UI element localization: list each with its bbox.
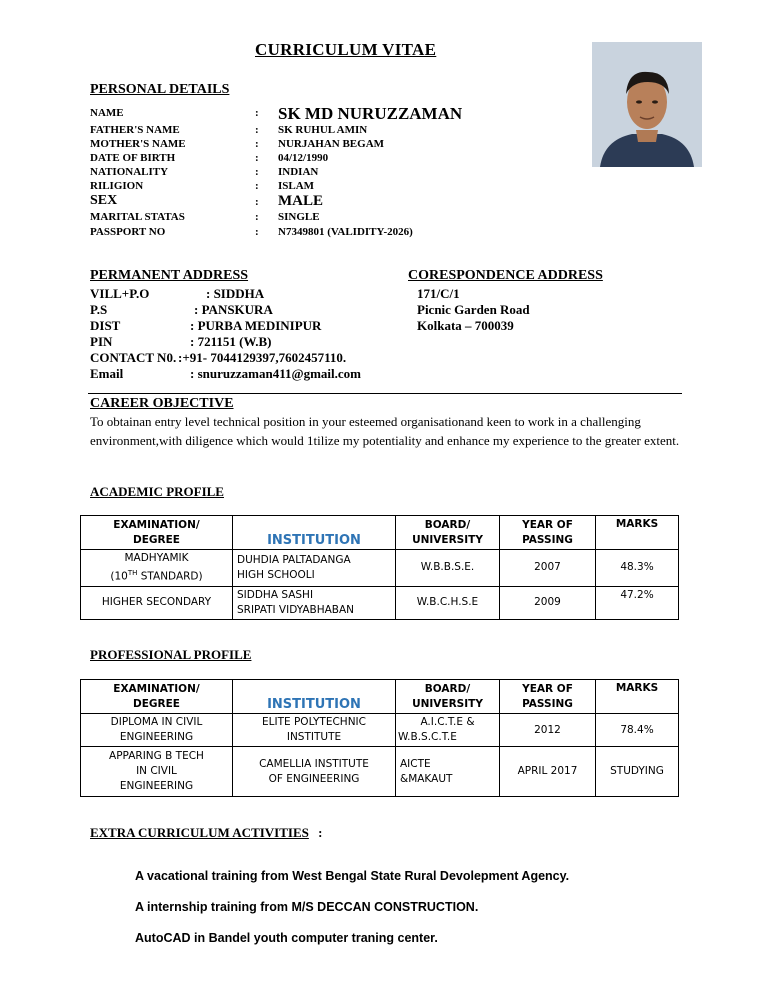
extra-curriculum-heading: EXTRA CURRICULUM ACTIVITIES [90,825,309,840]
contact-row: CONTACT N0. :+91- 7044129397,7602457110. [90,350,347,365]
cell-marks: 48.3% [596,550,679,587]
header-exam: EXAMINATION/ DEGREE [81,680,233,714]
cell-board: AICTE &MAKAUT [396,747,500,797]
page-title: CURRICULUM VITAE [255,40,437,59]
cell-exam: DIPLOMA IN CIVIL ENGINEERING [81,714,233,747]
header-institution: INSTITUTION [233,516,396,550]
cell-board: A.I.C.T.E & W.B.S.C.T.E [396,714,500,747]
cell-board: W.B.B.S.E. [396,550,500,587]
correspondence-line: 171/C/1 [417,286,460,301]
extra-activity-item: A vacational training from West Bengal State Rural Devolepment Agency. [135,869,570,883]
cell-marks: 47.2% [596,586,679,619]
cell-year: 2007 [500,550,596,587]
cell-board: W.B.C.H.S.E [396,586,500,619]
person-photo-icon [592,42,702,167]
header-exam: EXAMINATION/ DEGREE [81,516,233,550]
cell-marks: 78.4% [596,714,679,747]
cell-exam: MADHYAMIK (10TH STANDARD) [81,550,233,587]
cell-institution: DUHDIA PALTADANGA HIGH SCHOOLI [233,550,396,587]
professional-table [80,679,679,797]
cell-institution: SIDDHA SASHI SRIPATI VIDYABHABAN [233,586,396,619]
professional-profile-heading: PROFESSIONAL PROFILE [90,647,252,662]
cell-exam: APPARING B TECH IN CIVIL ENGINEERING [81,747,233,797]
correspondence-line: Kolkata – 700039 [417,318,514,333]
address-row: VILL+P.O : SIDDHA [90,286,265,301]
correspondence-address-heading: CORESPONDENCE ADDRESS [408,268,603,283]
extra-activity-item: A internship training from M/S DECCAN CONSTRUCTION. [135,900,479,914]
cell-exam: HIGHER SECONDARY [81,586,233,619]
address-row: PIN : 721151 (W.B) [90,334,272,349]
header-board: BOARD/ UNIVERSITY [396,516,500,550]
header-marks: MARKS [596,516,679,550]
table-header-row [81,680,679,714]
career-objective-heading: CAREER OBJECTIVE [90,396,234,411]
personal-details-heading: PERSONAL DETAILS [90,82,230,97]
permanent-address-heading: PERMANENT ADDRESS [90,268,249,283]
header-institution: INSTITUTION [233,680,396,714]
cell-institution: ELITE POLYTECHNIC INSTITUTE [233,714,396,747]
cell-year: APRIL 2017 [500,747,596,797]
cell-marks: STUDYING [596,747,679,797]
career-objective-text: To obtainan entry level technical position in your esteemed organisationand keen to work in a challenging environment,with diligence which would 1tilize my potentiality and enhance my experience to the greater extent. [90,414,680,448]
academic-profile-heading: ACADEMIC PROFILE [90,484,224,499]
table-row [81,714,679,747]
cell-institution: CAMELLIA INSTITUTE OF ENGINEERING [233,747,396,797]
table-header-row [81,516,679,550]
cell-year: 2012 [500,714,596,747]
table-row [81,747,679,797]
divider [88,393,682,394]
extra-activity-item: AutoCAD in Bandel youth computer traning center. [135,931,438,945]
address-row: DIST : PURBA MEDINIPUR [90,318,322,333]
header-year: YEAR OF PASSING [500,680,596,714]
correspondence-line: Picnic Garden Road [417,302,530,317]
header-marks: MARKS [596,680,679,714]
table-row [81,586,679,619]
email-row: Email : snuruzzaman411@gmail.com [90,366,361,381]
cell-year: 2009 [500,586,596,619]
extra-curriculum-heading-row: EXTRA CURRICULUM ACTIVITIES : [90,825,323,840]
header-board: BOARD/ UNIVERSITY [396,680,500,714]
academic-table [80,515,679,620]
header-year: YEAR OF PASSING [500,516,596,550]
address-row: P.S : PANSKURA [90,302,273,317]
table-row [81,550,679,587]
profile-photo [592,42,702,167]
